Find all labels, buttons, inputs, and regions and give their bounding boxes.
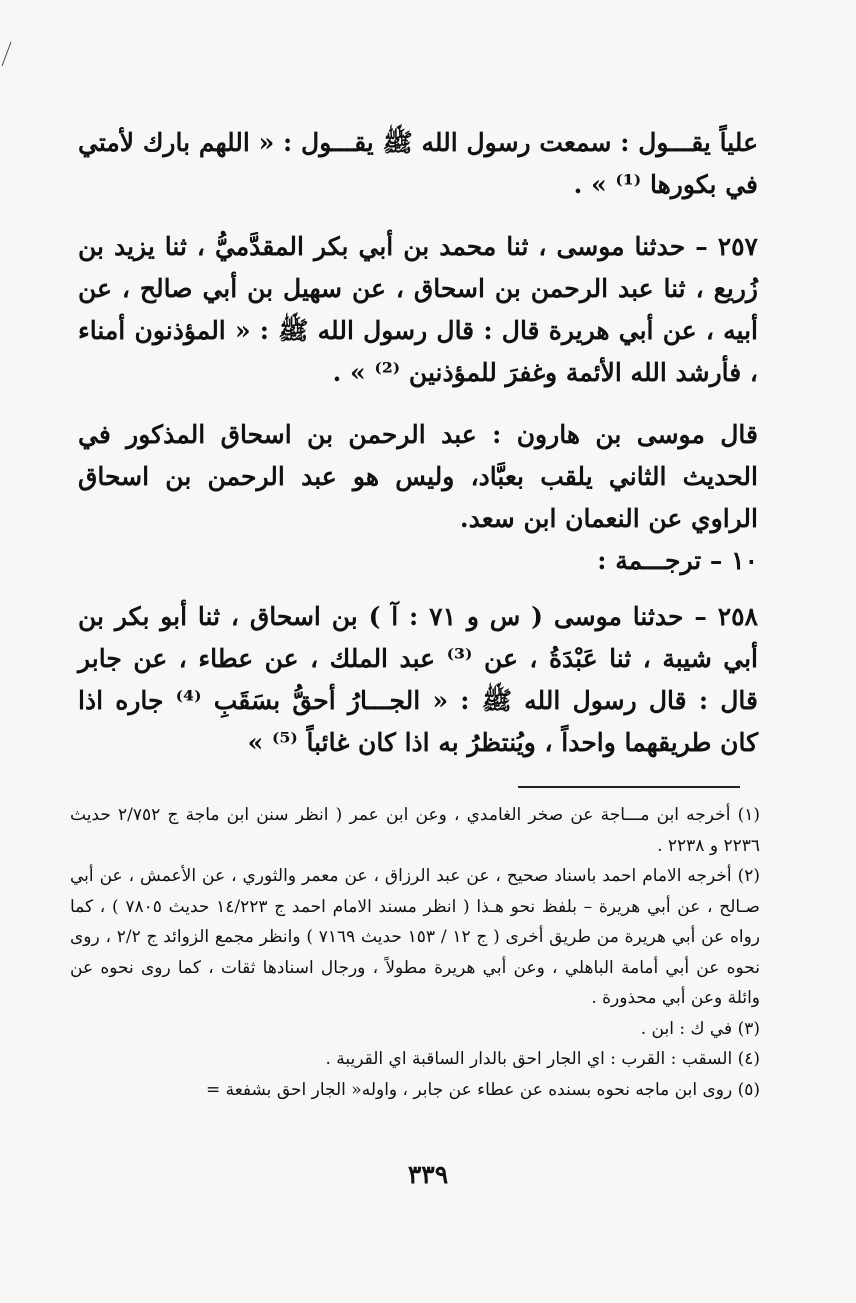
paragraph-comment-musa: قال موسى بن هارون : عبد الرحمن بن اسحاق المذكور في الحديث الثاني يلقب بعبَّاد، وليس هو عبد الرحمن بن اسحاق الراوي عن النعمان ابن سعد. xyxy=(78,420,758,533)
section-heading: ١٠ – ترجـــمة : xyxy=(597,546,758,575)
footnote-3: (٣) في ك : ابن . xyxy=(640,1018,760,1039)
footnote-1: (١) أخرجه ابن مـــاجة عن صخر الغامدي ، وعن ابن عمر ( انظر سنن ابن ماجة ج ٢/٧٥٢ حديث ٢٢٣٦ و ٢٢٣٨ . xyxy=(70,805,760,856)
scan-mark-icon xyxy=(0,38,14,68)
footnote-divider xyxy=(518,786,740,788)
page-number: ٣٣٩ xyxy=(407,1160,449,1189)
footnote-2: (٢) أخرجه الامام احمد باسناد صحيح ، عن عبد الرزاق ، عن معمر والثوري ، عن الأعمش ، عن أبي صـالح ، عن أبي هريرة – بلفظ نحو هـذا ( انظر مسند الامام احمد ج ١٤/٢٢٣ حديث ٧٨٠٥ ) ، كما رواه عن أبي هريرة من طريق أخرى ( ج ١٢ / ١٥٣ حديث ٧١٦٩ ) وانظر مجمع الزوائد ج ٢/٢ ، روى نحوه عن أبي أمامة الباهلي ، وعن أبي هريرة مطولاً ، ورجال اسنادها ثقات ، كما روى نحوه عن وائلة وعن أبي محذورة . xyxy=(70,866,760,1008)
footnotes xyxy=(70,800,760,1105)
main-text-block-1 xyxy=(78,122,758,540)
main-text-block-2 xyxy=(78,596,758,764)
paragraph-hadith-258: ٢٥٨ – حدثنا موسى ( س و ٧١ : آ ) بن اسحاق ، ثنا أبو بكر بن أبي شيبة ، ثنا عَبْدَةُ ، عن ⁽³⁾ عبد الملك ، عن عطاء ، عن جابر قال : قال رسول الله ﷺ : « الجـــارُ أحقُّ بسَقَبِ ⁽⁴⁾ جاره اذا كان طريقهما واحداً ، ويُنتظرُ به اذا كان غائباً ⁽⁵⁾ » xyxy=(78,602,759,757)
footnote-4: (٤) السقب : القرب : اي الجار احق بالدار الساقبة اي القريبة . xyxy=(325,1049,760,1069)
footnote-5: (٥) روى ابن ماجه نحوه بسنده عن عطاء عن جابر ، واوله« الجار احق بشفعة = xyxy=(205,1079,760,1100)
paragraph-hadith-256-end: علياً يقـــول : سمعت رسول الله ﷺ يقـــول : « اللهم بارك لأمتي في بكورها ⁽¹⁾ » . xyxy=(78,128,758,199)
paragraph-hadith-257: ٢٥٧ – حدثنا موسى ، ثنا محمد بن أبي بكر المقدَّميُّ ، ثنا يزيد بن زُريع ، ثنا عبد الرحمن بن اسحاق ، عن سهيل بن أبي صالح ، عن أبيه ، عن أبي هريرة قال : قال رسول الله ﷺ : « المؤذنون أمناء ، فأرشد الله الأئمة وغفرَ للمؤذنين ⁽²⁾ » . xyxy=(78,232,758,387)
